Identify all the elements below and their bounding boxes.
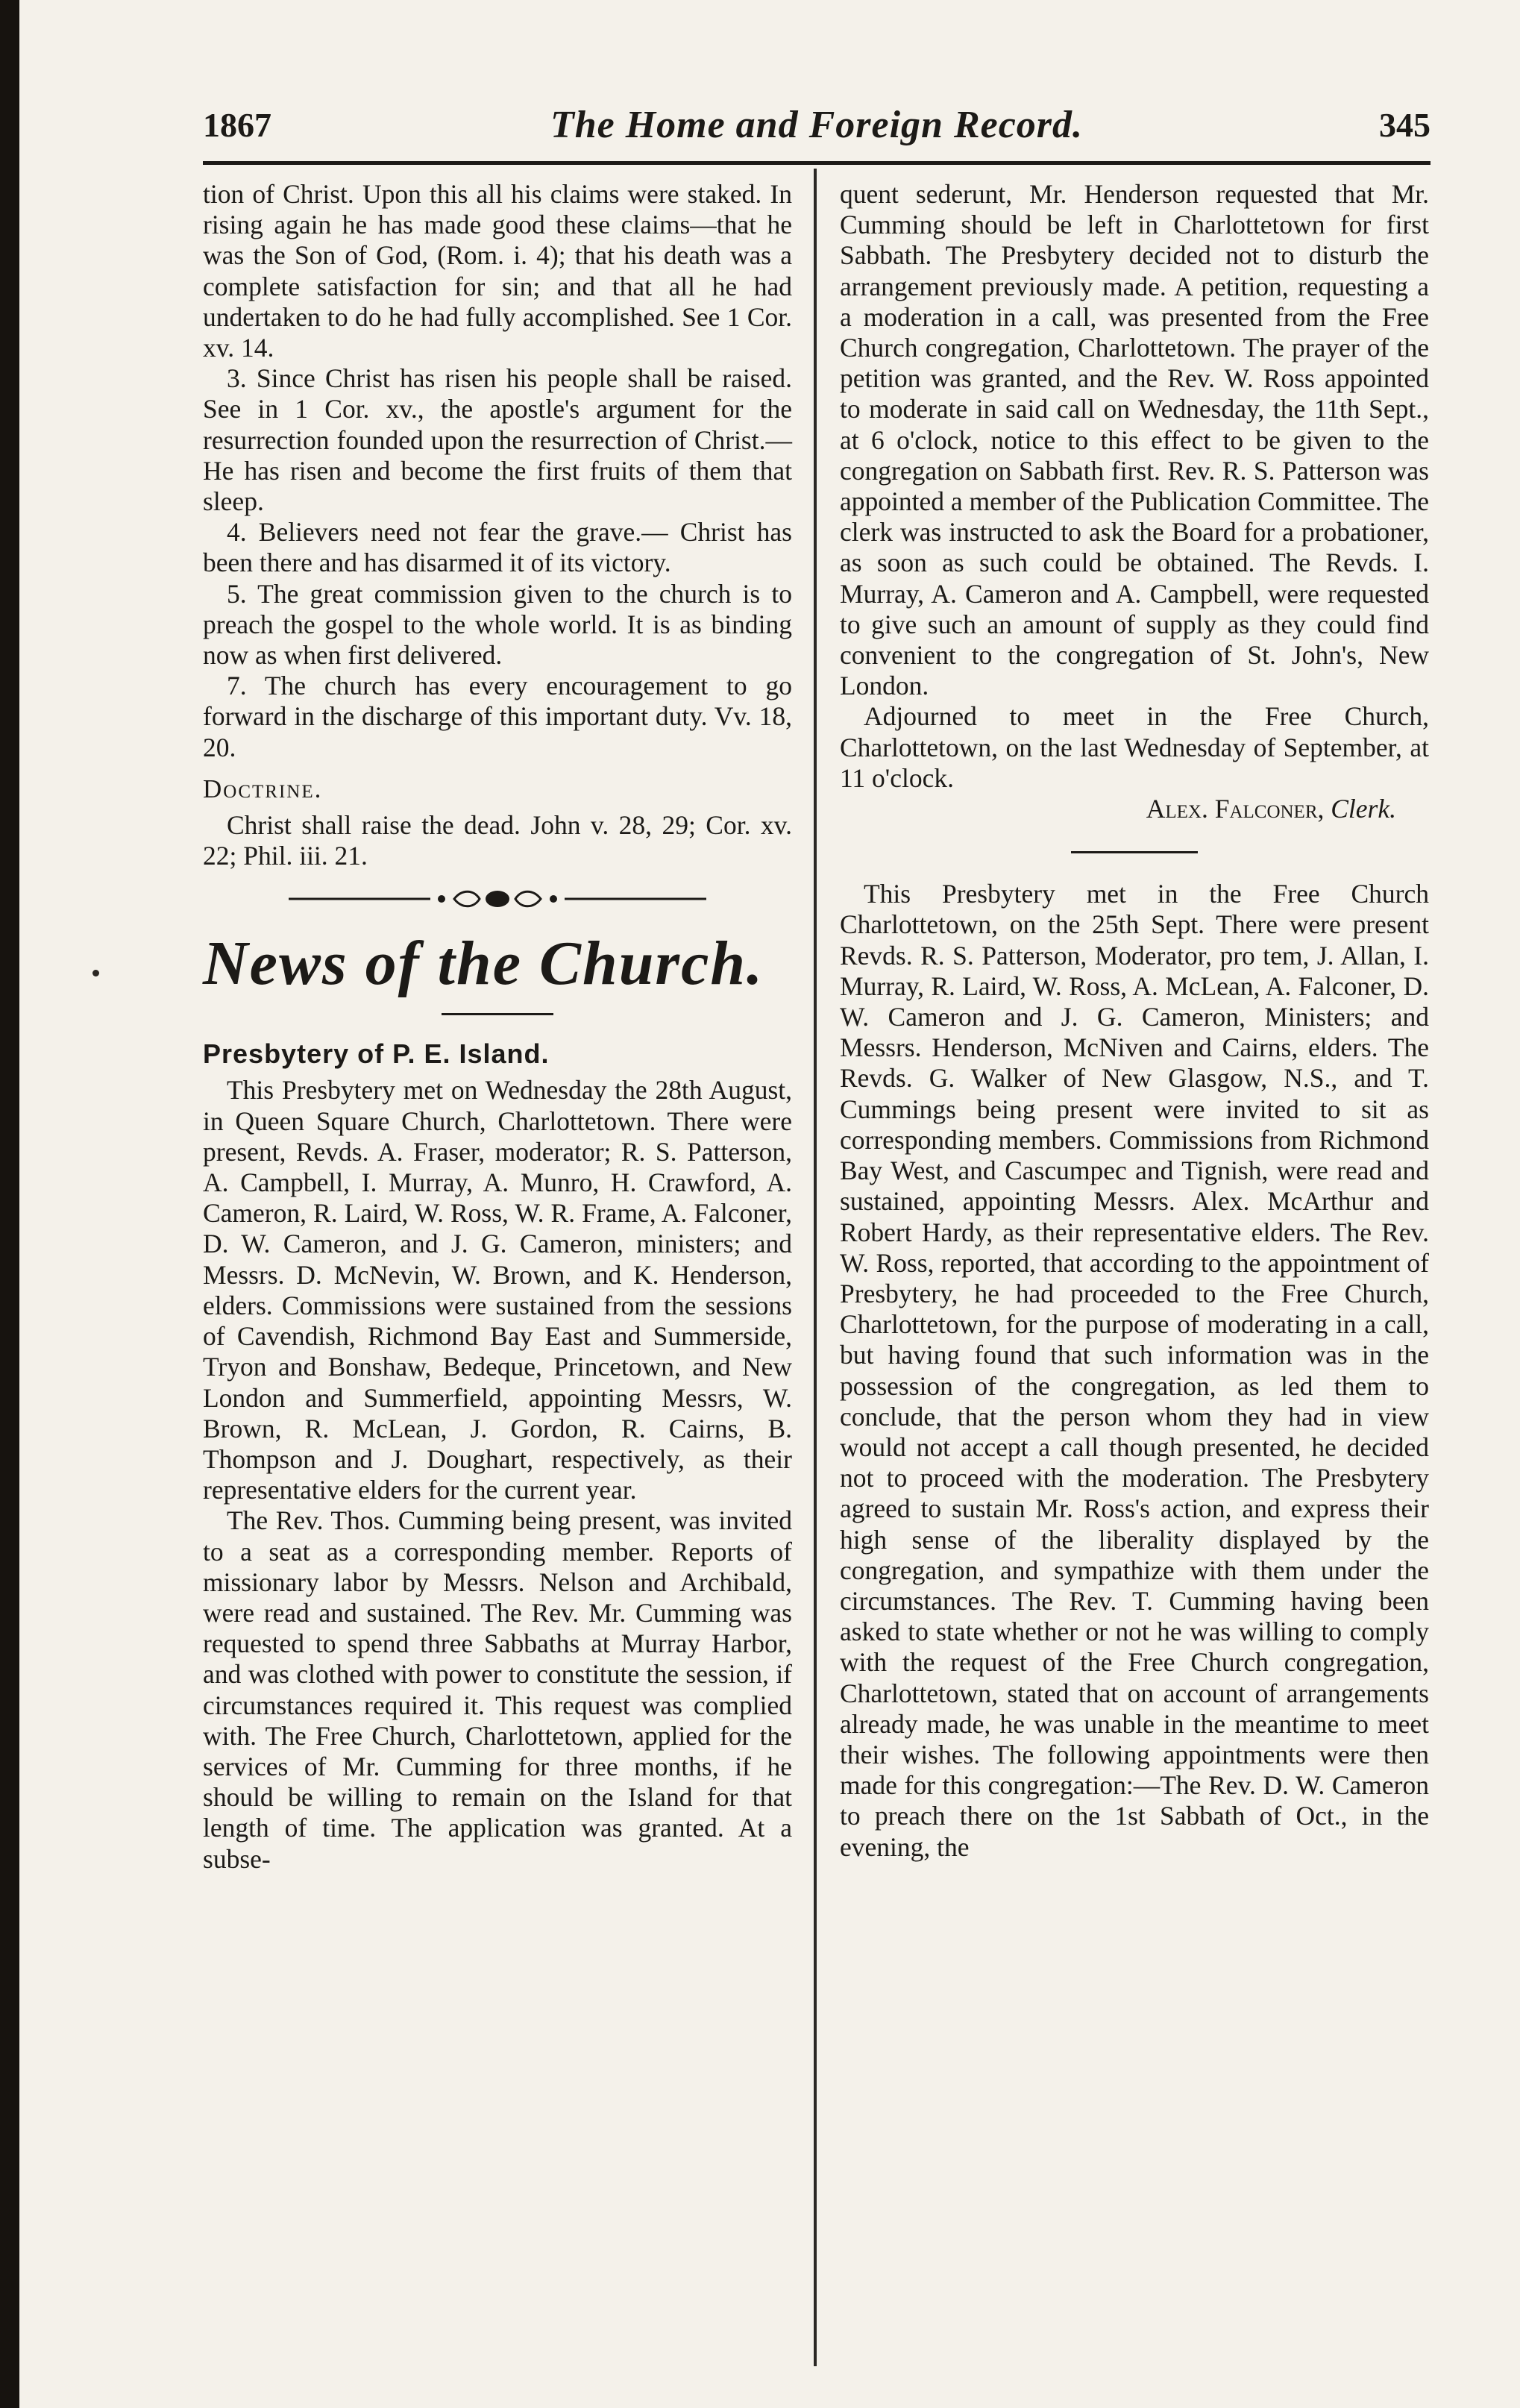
doctrine-heading: Doctrine. (203, 774, 323, 803)
paragraph: 4. Believers need not fear the grave.— Christ has been there and has disarmed it of its victory. (203, 517, 792, 578)
binding-edge (0, 0, 19, 2408)
right-column (840, 179, 1429, 1863)
section-title: News of the Church. (203, 929, 764, 999)
paragraph: This Presbytery met on Wednesday the 28th August, in Queen Square Church, Charlottetown. There were present, Revds. A. Fraser, moderator; R. S. Patterson, A. Campbell, I. Murray, A. Munro, H. Crawford, A. Cameron, R. Laird, W. Ross, W. R. Frame, A. Falconer, D. W. Cameron, and J. G. Cameron, ministers; and Messrs. D. McNevin, W. Brown, and K. Henderson, elders. Commissions were sustained from the sessions of Cavendish, Richmond Bay East and Summerside, Tryon and Bonshaw, Bedeque, Princetown, and New London and Summerfield, appointing Messrs, W. Brown, R. McLean, J. Gordon, R. Cairns, B. Thompson and J. Doughart, respectively, as their representative elders for the current year. (203, 1075, 792, 1505)
page-mark (92, 970, 99, 976)
header-title: The Home and Foreign Record. (550, 104, 1084, 146)
paragraph: Adjourned to meet in the Free Church, Charlottetown, on the last Wednesday of September, at 11 o'clock. (840, 701, 1429, 793)
signature-role: Clerk. (1331, 794, 1396, 824)
page-number: 345 (1379, 106, 1431, 144)
paragraph: 5. The great commission given to the church is to preach the gospel to the whole world. It is as binding now as when first delivered. (203, 578, 792, 671)
left-column (203, 179, 792, 1875)
paragraph: 7. The church has every encouragement to go forward in the discharge of this important duty. Vv. 18, 20. (203, 671, 792, 762)
paragraph: The Rev. Thos. Cumming being present, was invited to a seat as a corresponding member. Reports of missionary labor by Messrs. Nelson and Archibald, were read and sustained. The Rev. Mr. Cumming was requested to spend three Sabbaths at Murray Harbor, and was clothed with power to constitute the session, if circumstances required it. This request was complied with. The Free Church, Charlottetown, applied for the services of Mr. Cumming for three months, if he should be willing to remain on the Island for that length of time. The application was granted. At a subse- (203, 1505, 792, 1874)
paragraph: This Presbytery met in the Free Church Charlottetown, on the 25th Sept. There were present Revds. R. S. Patterson, Moderator, pro tem, J. Allan, I. Murray, R. Laird, W. Ross, A. McLean, A. Falconer, D. W. Cameron and J. G. Cameron, Ministers; and Messrs. Henderson, McNiven and Cairns, elders. The Revds. G. Walker of New Glasgow, N.S., and T. Cummings being present were invited to sit as corresponding members. Commissions from Richmond Bay West, and Cascumpec and Tignish, were read and sustained, appointing Messrs. Alex. McArthur and Robert Hardy, as their representative elders. The Rev. W. Ross, reported, that according to the appointment of Presbytery, he had proceeded to the Free Church, Charlottetown, for the purpose of moderating in a call, but having found that such information was in the possession of the congregation, as led them to conclude, that the person whom they had in view would not accept a call though presented, he decided not to proceed with the moderation. The Presbytery agreed to sustain Mr. Ross's action, and express their high sense of the liberality displayed by the congregation, and sympathize with them under the circumstances. The Rev. T. Cumming having been asked to state whether or not he was willing to comply with the request of the Free Church congregation, Charlottetown, stated that on account of arrangements already made, he was unable in the meantime to meet their wishes. The following appointments were then made for this congregation:—The Rev. D. W. Cameron to preach there on the 1st Sabbath of Oct., in the evening, the (840, 879, 1429, 1862)
ornament-icon (289, 886, 706, 912)
paragraph: 3. Since Christ has risen his people shall be raised. See in 1 Cor. xv., the apostle's argument for the resurrection founded upon the resurrection of Christ.— He has risen and become the first fruits of them that sleep. (203, 363, 792, 517)
paragraph: quent sederunt, Mr. Henderson requested that Mr. Cumming should be left in Charlottetown for first Sabbath. The Presbytery decided not to disturb the arrangement previously made. A petition, requesting a a moderation in a call, was presented from the Free Church congregation, Charlottetown. The prayer of the petition was granted, and the Rev. W. Ross appointed to moderate in said call on Wednesday, the 11th Sept., at 6 o'clock, notice to this effect to be given to the congregation on Sabbath first. Rev. R. S. Patterson was appointed a member of the Publication Committee. The clerk was instructed to ask the Board for a probationer, as soon as such could be obtained. The Revds. I. Murray, A. Cameron and A. Campbell, were requested to give such an amount of supply as they could find convenient to the congregation of St. John's, New London. (840, 179, 1430, 701)
column-divider (814, 169, 817, 2366)
signature-name: Alex. Falconer, (1146, 794, 1325, 824)
title-rule (442, 1013, 553, 1015)
running-header (203, 103, 1431, 157)
doctrine-text: Christ shall raise the dead. John v. 28, 29; Cor. xv. 22; Phil. iii. 21. (203, 810, 792, 871)
header-year: 1867 (203, 106, 271, 144)
signature (840, 794, 1429, 824)
ornamental-divider (289, 886, 706, 912)
header-rule (203, 161, 1431, 165)
section-rule (1071, 851, 1198, 853)
subheading: Presbytery of P. E. Island. (203, 1038, 550, 1070)
paragraph: tion of Christ. Upon this all his claims were staked. In rising again he has made good these claims—that he was the Son of God, (Rom. i. 4); that his death was a complete satisfaction for sin; and that all he had undertaken to do he had fully accomplished. See 1 Cor. xv. 14. (203, 179, 792, 363)
